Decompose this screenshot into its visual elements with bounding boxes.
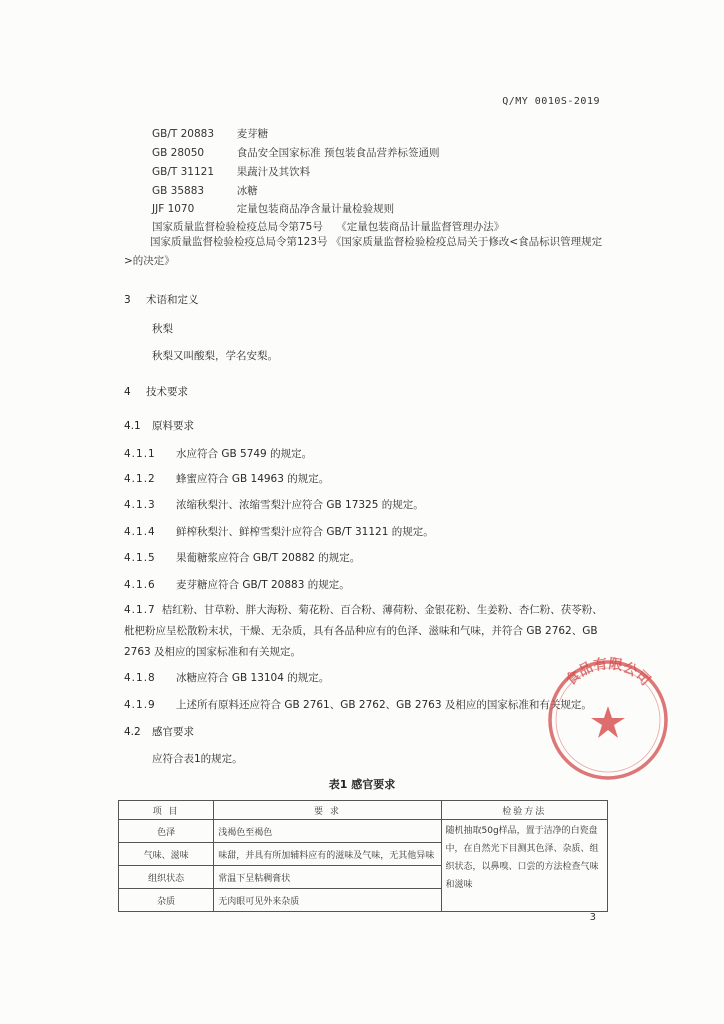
table-cell-requirement: 味甜，并具有所加辅料应有的滋味及气味，无其他异味 [214,843,441,866]
document-code: Q/MY 0010S-2019 [502,96,600,107]
clause-text: 水应符合 GB 5749 的规定。 [176,448,313,460]
svg-text:食品有限公司: 食品有限公司 [562,656,654,690]
reference-line [152,219,504,234]
clause-text: 蜂蜜应符合 GB 14963 的规定。 [176,473,330,485]
clause-text: 鲜榨秋梨汁、鲜榨雪梨汁应符合 GB/T 31121 的规定。 [176,526,434,538]
reference-code: JJF 1070 [152,203,195,215]
section-title: 术语和定义 [146,294,199,306]
clause-number: 4.1.3 [124,499,156,511]
term: 秋梨 [152,323,173,335]
reference-title: 果蔬汁及其饮料 [236,166,311,178]
section-title: 技术要求 [146,386,188,398]
reference-code: GB 35883 [152,185,205,197]
section-number: 3 [124,294,131,306]
table-cell-item: 组织状态 [119,866,214,889]
clause [124,446,312,461]
company-seal-stamp [544,656,672,784]
section-title: 感官要求 [152,726,194,738]
clause-number: 4.1.6 [124,579,156,591]
reference-title: 《定量包装商品计量监督管理办法》 [336,221,505,233]
clause-number: 4.1.8 [124,672,156,684]
subsection-heading [124,418,194,433]
table-cell-method: 随机抽取50g样品，置于洁净的白瓷盘中，在自然光下目测其色泽、杂质、组织状态，以鼻嗅、口尝的方法检查气味和滋味 [441,820,608,912]
subsection-heading [124,724,194,739]
section-title: 原料要求 [152,420,194,432]
table-cell-requirement: 浅褐色至褐色 [214,820,441,843]
clause-number: 4.1.2 [124,473,156,485]
section-number: 4.2 [124,726,141,738]
clause-multiline [124,600,610,663]
clause [124,471,329,486]
reference-line [152,201,394,216]
section-number: 4.1 [124,420,141,432]
clause-text: 上述所有原料还应符合 GB 2761、GB 2762、GB 2763 及相应的国家标准和有关规定。 [176,699,592,711]
table-caption: 表1 感官要求 [328,778,396,791]
table-cell-item: 杂质 [119,889,214,912]
clause [124,670,329,685]
reference-code: GB 28050 [152,147,205,159]
table-header-cell: 项 目 [119,801,214,820]
clause-number: 4.1.9 [124,699,156,711]
reference-line [152,164,310,179]
clause [124,577,350,592]
reference-code: 国家质量监督检验检疫总局令第75号 [152,221,323,233]
clause [124,524,434,539]
clause-text: 冰糖应符合 GB 13104 的规定。 [176,672,330,684]
clause-text: 桔红粉、甘草粉、胖大海粉、菊花粉、百合粉、薄荷粉、金银花粉、生姜粉、杏仁粉、茯苓粉、枇杷粉应呈松散粉末状，干燥、无杂质，具有各品种应有的色泽、滋味和气味，并符合 GB 2762、GB 2763 及相应的国家标准和有关规定。 [124,604,603,658]
clause-text: 果葡糖浆应符合 GB/T 20882 的规定。 [176,552,361,564]
clause-text: 浓缩秋梨汁、浓缩雪梨汁应符合 GB 17325 的规定。 [176,499,424,511]
table-row [119,820,608,843]
reference-line [152,126,268,141]
clause [124,550,360,565]
reference-code: GB/T 20883 [152,128,215,140]
reference-title: 麦芽糖 [236,128,269,140]
reference-title: 冰糖 [236,185,258,197]
table-reference-text: 应符合表1的规定。 [152,753,243,765]
section-number: 4 [124,386,131,398]
reference-line [152,145,440,160]
clause-number: 4.1.5 [124,552,156,564]
table-cell-requirement: 常温下呈粘稠膏状 [214,866,441,889]
reference-line [152,183,258,198]
table-header-cell: 检验方法 [441,801,608,820]
clause [124,497,424,512]
table-cell-item: 色泽 [119,820,214,843]
page-number: 3 [589,912,596,923]
clause-text: 麦芽糖应符合 GB/T 20883 的规定。 [176,579,350,591]
table-header-cell: 要 求 [214,801,441,820]
reference-line-wrapped: 国家质量监督检验检疫总局令第123号 《国家质量监督检验检疫总局关于修改<食品标识管理规定>的决定》 [124,236,603,267]
table-header-row [119,801,608,820]
term-definition: 秋梨又叫酸梨，学名安梨。 [152,350,278,362]
clause-number: 4.1.4 [124,526,156,538]
clause-number: 4.1.7 [124,604,156,616]
section-heading [124,292,199,307]
section-heading [124,384,188,399]
sensory-requirements-table [118,800,608,912]
table-cell-requirement: 无肉眼可见外来杂质 [214,889,441,912]
reference-code: GB/T 31121 [152,166,215,178]
clause-number: 4.1.1 [124,448,156,460]
reference-title: 食品安全国家标准 预包装食品营养标签通则 [236,147,440,159]
clause [124,697,592,712]
table-cell-item: 气味、滋味 [119,843,214,866]
reference-title: 定量包装商品净含量计量检验规则 [236,203,395,215]
